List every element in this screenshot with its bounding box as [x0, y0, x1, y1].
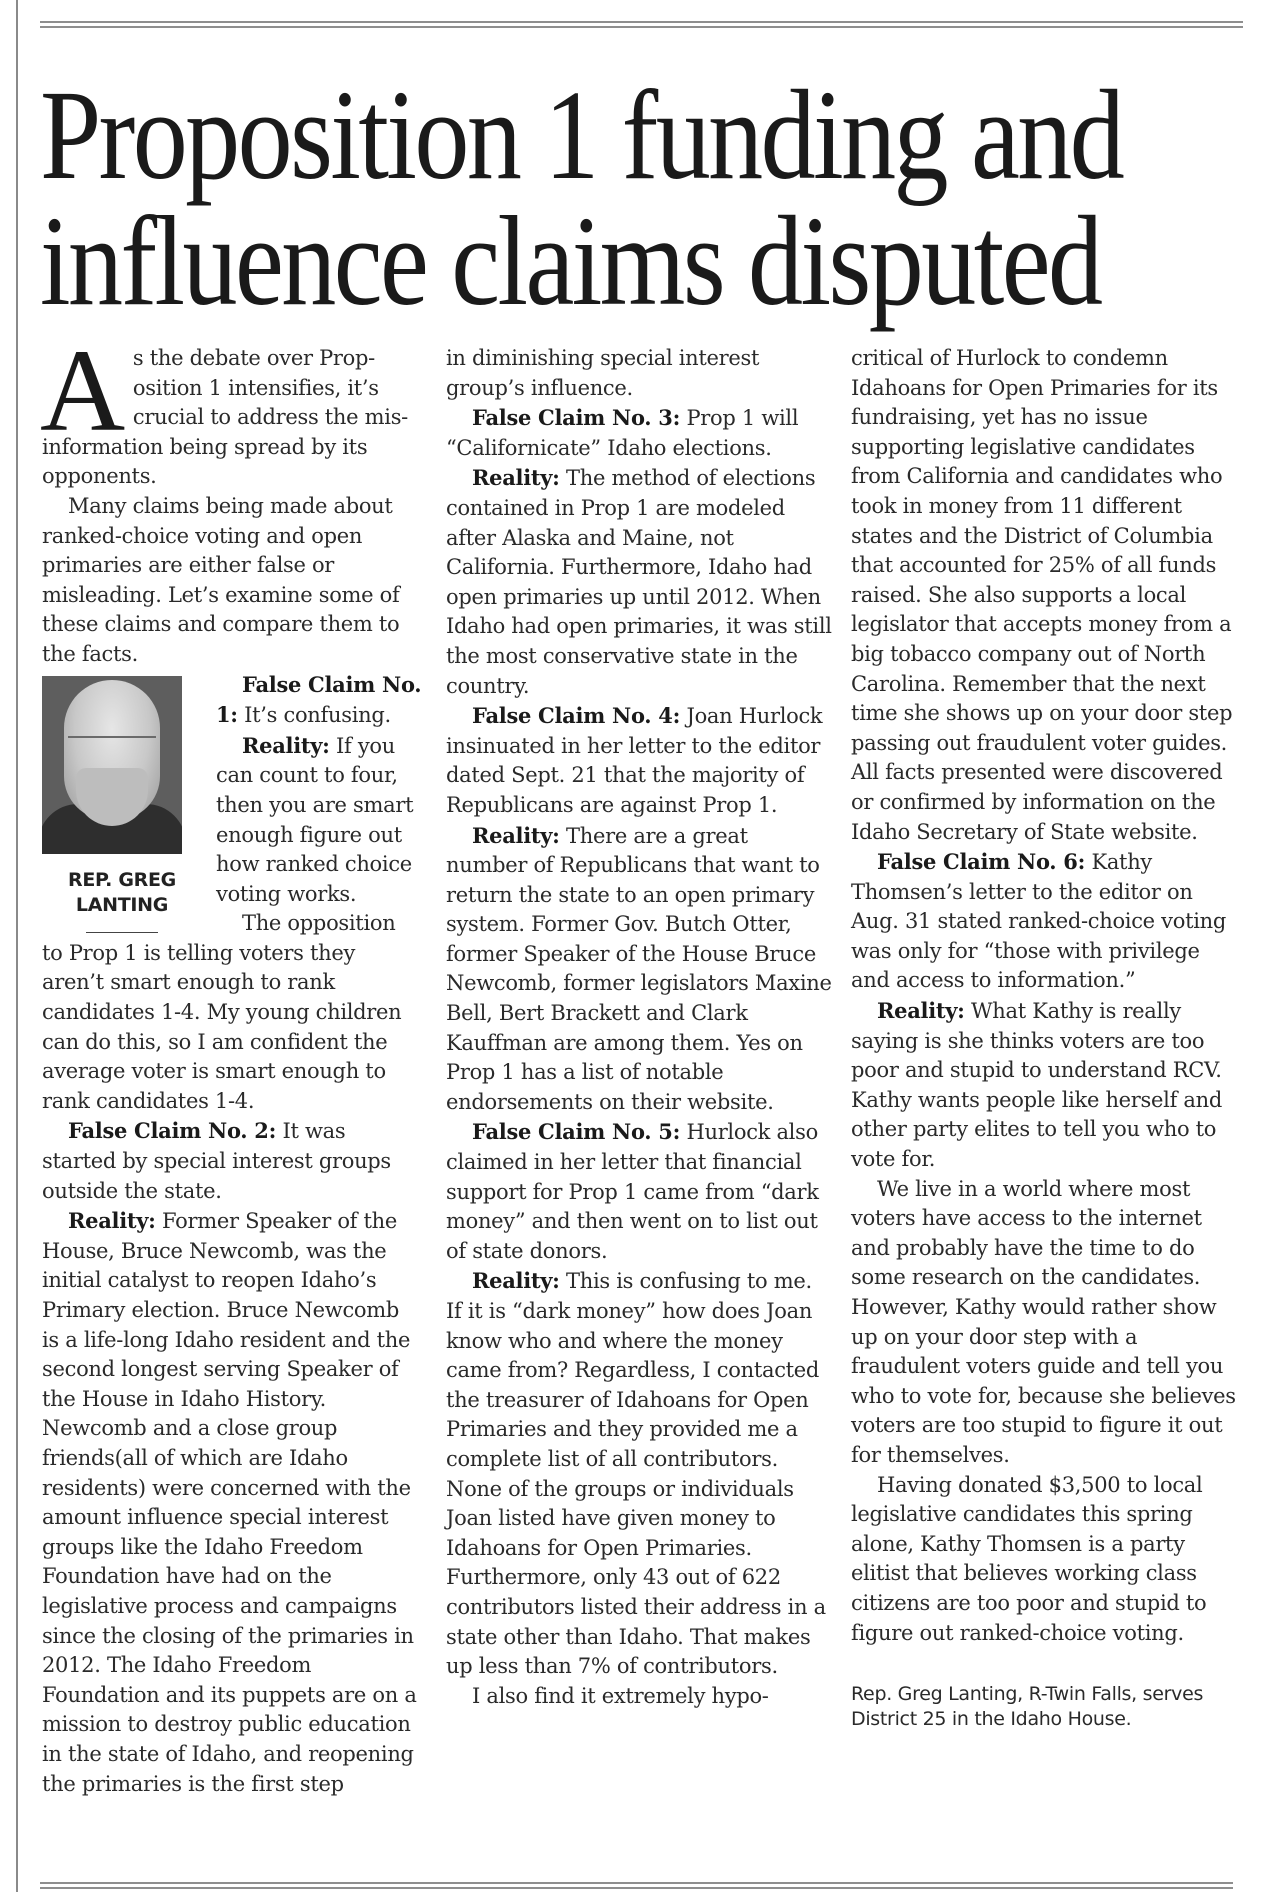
paragraph: I also find it extremely hypo- — [472, 1683, 769, 1708]
drop-cap: A — [40, 325, 125, 456]
bottom-rule — [40, 1882, 1233, 1884]
reality-label: Reality: — [472, 465, 560, 491]
paragraph: Having donated $3,500 to local legislative candidates this spring alone, Kathy Thomsen is a party elitist that believes working class citizens are too poor and stupid to figure out ranked-choice voting. — [851, 1472, 1207, 1645]
reality-paragraph: Reality: If you can count to four, then you are smart enough figure out how ranked choice voting works. — [216, 732, 414, 906]
article-column-3 — [851, 344, 1241, 1732]
claim-label: False Claim No. 5: — [472, 1119, 681, 1145]
author-photo — [42, 676, 182, 854]
headline-line-1: Proposition 1 funding and — [40, 64, 1123, 206]
reality-label: Reality: — [472, 822, 560, 848]
bottom-rule — [40, 1887, 1233, 1889]
claim-paragraph: False Claim No. 2: It was started by special interest groups outside the state. — [42, 1118, 391, 1203]
top-rule — [40, 26, 1243, 28]
claim-paragraph: False Claim No. 3: Prop 1 will “Californicate” Idaho elections. — [446, 405, 799, 460]
claim-label: False Claim No. 1: — [216, 671, 422, 728]
paragraph-continued: in diminishing special interest group’s influence. — [446, 346, 760, 400]
paragraph-continued: critical of Hurlock to condemn Idahoans for Open Primaries for its fundraising, yet has no issue supporting legislative candidates from California and candidates who took in money from 11 different states and the District of Columbia that accounted for 25% of all funds raised. She also supports a local legislator that accepts money from a big tobacco company out of North Carolina. Remember that the next time she shows up on your door step passing out fraudulent voter guides. All facts presented were discovered or confirmed by information on the Idaho Secretary of State website. — [851, 346, 1233, 844]
article-column-1 — [40, 325, 422, 1799]
reality-paragraph: Reality: What Kathy is really saying is she thinks voters are too poor and stupid to understand RCV. Kathy wants people like herself and other party elites to tell you who to vote for. — [851, 998, 1223, 1172]
headline — [40, 64, 1123, 332]
reality-label: Reality: — [472, 1268, 560, 1294]
reality-paragraph: Reality: The method of elections contained in Prop 1 are modeled after Alaska and Maine, not California. Furthermore, Idaho had open primaries up until 2012. When Idaho had open primaries, it was still the most conservative state in the country. — [446, 465, 832, 698]
author-tagline: Rep. Greg Lanting, R-Twin Falls, serves District 25 in the Idaho House. — [851, 1683, 1204, 1731]
reality-label: Reality: — [68, 1208, 156, 1234]
paragraph: Many claims being made about ranked-choice voting and open primaries are either false or misleading. Let’s examine some of these claims and compare them to the facts. — [42, 493, 400, 666]
claim-paragraph: False Claim No. 4: Joan Hurlock insinuated in her letter to the editor dated Sept. 21 that the majority of Republicans are against Prop 1. — [446, 703, 823, 817]
reality-paragraph: Reality: This is confusing to me. If it is “dark money” how does Joan know who and where the money came from? Regardless, I contacted the treasurer of Idahoans for Open Primaries and they provided me a complete list of all contributors. None of the groups or individuals Joan listed have given money to Idahoans for Open Primaries. Furthermore, only 43 out of 622 contributors listed their address in a state other than Idaho. That makes up less than 7% of contributors. — [446, 1268, 826, 1679]
paragraph: We live in a world where most voters have access to the internet and probably have the time to do some research on the candidates. However, Kathy would rather show up on your door step with a fraudulent voters guide and tell you who to vote for, because she believes voters are too stupid to figure it out for themselves. — [851, 1176, 1236, 1467]
reality-paragraph: Reality: There are a great number of Republicans that want to return the state to an open primary system. Former Gov. Butch Otter, former Speaker of the House Bruce Newcomb, former legislators Maxine Bell, Bert Brackett and Clark Kauffman are among them. Yes on Prop 1 has a list of notable endorsements on their website. — [446, 822, 832, 1114]
claim-paragraph: False Claim No. 6: Kathy Thomsen’s letter to the editor on Aug. 31 stated ranked-choice voting was only for “those with privilege and access to information.” — [851, 849, 1227, 993]
reality-label: Reality: — [242, 732, 330, 758]
reality-paragraph: Reality: Former Speaker of the House, Bruce Newcomb, was the initial catalyst to reopen Idaho’s Primary election. Bruce Newcomb is a life-long Idaho resident and the second longest serving Speaker of the House in Idaho History. Newcomb and a close group friends(all of which are Idaho residents) were concerned with the amount influence special interest groups like the Idaho Freedom Foundation have had on the legislative process and campaigns since the closing of the primaries in 2012. The Idaho Freedom Foundation and its puppets are on a mission to destroy public education in the state of Idaho, and reopening the primaries is the first step — [42, 1208, 417, 1796]
reality-label: Reality: — [877, 998, 965, 1024]
intro-paragraph: As the debate over Proposition 1 intensifies, it’s crucial to address the misinformation being spread by its opponents. — [40, 325, 409, 489]
top-rule — [40, 21, 1243, 23]
claim-label: False Claim No. 4: — [472, 703, 681, 729]
claim-label: False Claim No. 2: — [68, 1118, 277, 1144]
claim-paragraph: False Claim No. 1: It’s confusing. — [216, 671, 422, 728]
claim-label: False Claim No. 3: — [472, 405, 681, 431]
author-box — [42, 676, 202, 933]
paragraph: The opposition to Prop 1 is telling voters they aren’t smart enough to rank candidates 1-4. My young children can do this, so I am confident the average voter is smart enough to rank candidates 1-4. — [42, 911, 402, 1113]
claim-paragraph: False Claim No. 5: Hurlock also claimed in her letter that financial support for Prop 1 came from “dark money” and then went on to list out of state donors. — [446, 1119, 819, 1263]
headline-line-2: influence claims disputed — [40, 190, 1101, 332]
author-name: REP. GREG LANTING — [68, 868, 176, 916]
article-column-2 — [446, 344, 832, 1711]
byline-divider — [86, 932, 158, 933]
claim-label: False Claim No. 6: — [877, 849, 1086, 875]
page-edge-rule — [16, 0, 18, 1892]
